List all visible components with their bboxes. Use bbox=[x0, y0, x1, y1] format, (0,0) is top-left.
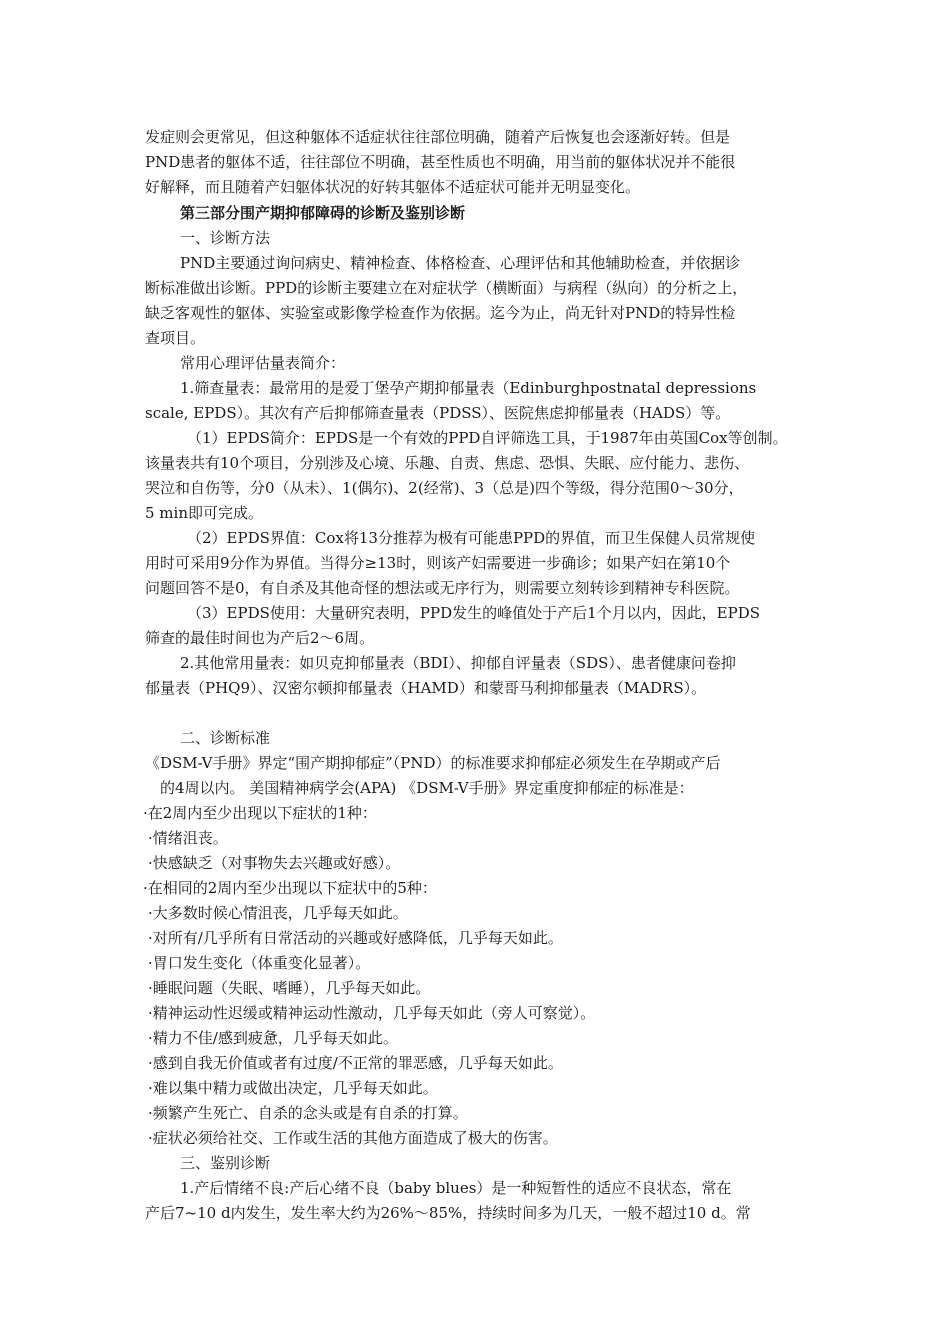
list-item: ·情绪沮丧。 bbox=[148, 829, 228, 847]
list-item: ·在2周内至少出现以下症状的1种： bbox=[143, 804, 377, 822]
paragraph-line: 郁量表（PHQ9）、汉密尔顿抑郁量表（HAMD）和蒙哥马利抑郁量表（MADRS）。 bbox=[145, 679, 707, 697]
paragraph-line: 查项目。 bbox=[145, 329, 206, 347]
list-item: ·快感缺乏（对事物失去兴趣或好感）。 bbox=[148, 854, 401, 872]
paragraph-line: 该量表共有10个项目，分别涉及心境、乐趣、自责、焦虑、恐惧、失眠、应付能力、悲伤、 bbox=[145, 454, 750, 472]
list-item: ·感到自我无价值或者有过度/不正常的罪恶感，几乎每天如此。 bbox=[148, 1054, 563, 1072]
section-heading: 第三部分围产期抑郁障碍的诊断及鉴别诊断 bbox=[180, 204, 466, 222]
list-item: ·症状必须给社交、工作或生活的其他方面造成了极大的伤害。 bbox=[148, 1129, 558, 1147]
paragraph-line: scale, EPDS）。其次有产后抑郁筛查量表（PDSS）、医院焦虑抑郁量表（HADS）等。 bbox=[145, 404, 731, 422]
paragraph-line: 产后7~10 d内发生，发生率大约为26%～85%，持续时间多为几天，一般不超过10 d。常 bbox=[145, 1204, 751, 1222]
subsection-heading: 一、诊断方法 bbox=[180, 229, 271, 247]
paragraph-line: 1.筛查量表：最常用的是爱丁堡孕产期抑郁量表（Edinburghpostnatal depressions bbox=[180, 379, 757, 397]
paragraph-line: 1.产后情绪不良:产后心绪不良（baby blues）是一种短暂性的适应不良状态，常在 bbox=[180, 1179, 732, 1197]
subsection-heading: 二、诊断标准 bbox=[180, 729, 271, 747]
paragraph-line: PND主要通过询问病史、精神检查、体格检查、心理评估和其他辅助检查，并依据诊 bbox=[180, 254, 741, 272]
paragraph-line: （2）EPDS界值：Cox将13分推荐为极有可能患PPD的界值，而卫生保健人员常规使 bbox=[187, 529, 756, 547]
paragraph-line: 发症则会更常见，但这种躯体不适症状往往部位明确，随着产后恢复也会逐渐好转。但是 bbox=[145, 128, 731, 146]
paragraph-line: 5 min即可完成。 bbox=[145, 504, 263, 522]
paragraph-line: PND患者的躯体不适，往往部位不明确，甚至性质也不明确，用当前的躯体状况并不能很 bbox=[145, 153, 736, 171]
paragraph-line: 用时可采用9分作为界值。当得分≥13时，则该产妇需要进一步确诊；如果产妇在第10个 bbox=[145, 554, 731, 572]
list-item: ·睡眠问题（失眠、嗜睡），几乎每天如此。 bbox=[148, 979, 431, 997]
list-item: ·对所有/几乎所有日常活动的兴趣或好感降低，几乎每天如此。 bbox=[148, 929, 563, 947]
paragraph-line: 常用心理评估量表简介： bbox=[180, 354, 346, 372]
paragraph-line: 问题回答不是0，有自杀及其他奇怪的想法或无序行为，则需要立刻转诊到精神专科医院。 bbox=[145, 579, 740, 597]
list-item: ·精神运动性迟缓或精神运动性激动，几乎每天如此（旁人可察觉）。 bbox=[148, 1004, 596, 1022]
paragraph-line: 《DSM-V手册》界定“围产期抑郁症”（PND）的标准要求抑郁症必须发生在孕期或产后 bbox=[145, 754, 721, 772]
list-item: ·难以集中精力或做出决定，几乎每天如此。 bbox=[148, 1079, 438, 1097]
paragraph-line: 缺乏客观性的躯体、实验室或影像学检查作为依据。迄今为止，尚无针对PND的特异性检 bbox=[145, 304, 736, 322]
paragraph-line: 好解释，而且随着产妇躯体状况的好转其躯体不适症状可能并无明显变化。 bbox=[145, 178, 641, 196]
paragraph-line: 哭泣和自伤等，分0（从未）、1(偶尔)、2(经常)、3（总是)四个等级，得分范围0～30分， bbox=[145, 479, 744, 497]
list-item: ·精力不佳/感到疲惫，几乎每天如此。 bbox=[148, 1029, 398, 1047]
paragraph-line: 断标准做出诊断。PPD的诊断主要建立在对症状学（横断面）与病程（纵向）的分析之上， bbox=[145, 279, 748, 297]
paragraph-line: （1）EPDS简介：EPDS是一个有效的PPD自评筛选工具，于1987年由英国Cox等创制。 bbox=[187, 429, 788, 447]
paragraph-line: （3）EPDS使用：大量研究表明，PPD发生的峰值处于产后1个月以内，因此，EPDS bbox=[187, 604, 760, 622]
list-item: ·在相同的2周内至少出现以下症状中的5种： bbox=[143, 879, 437, 897]
paragraph-line: 2.其他常用量表：如贝克抑郁量表（BDI）、抑郁自评量表（SDS）、患者健康问卷抑 bbox=[180, 654, 736, 672]
list-item: ·胃口发生变化（体重变化显著）。 bbox=[148, 954, 371, 972]
subsection-heading: 三、鉴别诊断 bbox=[180, 1154, 271, 1172]
paragraph-line: 筛查的最佳时间也为产后2～6周。 bbox=[145, 629, 375, 647]
list-item: ·频繁产生死亡、自杀的念头或是有自杀的打算。 bbox=[148, 1104, 468, 1122]
list-item: ·大多数时候心情沮丧，几乎每天如此。 bbox=[148, 904, 408, 922]
paragraph-line: 的4周以内。 美国精神病学会(APA) 《DSM-V手册》界定重度抑郁症的标准是： bbox=[160, 779, 694, 797]
